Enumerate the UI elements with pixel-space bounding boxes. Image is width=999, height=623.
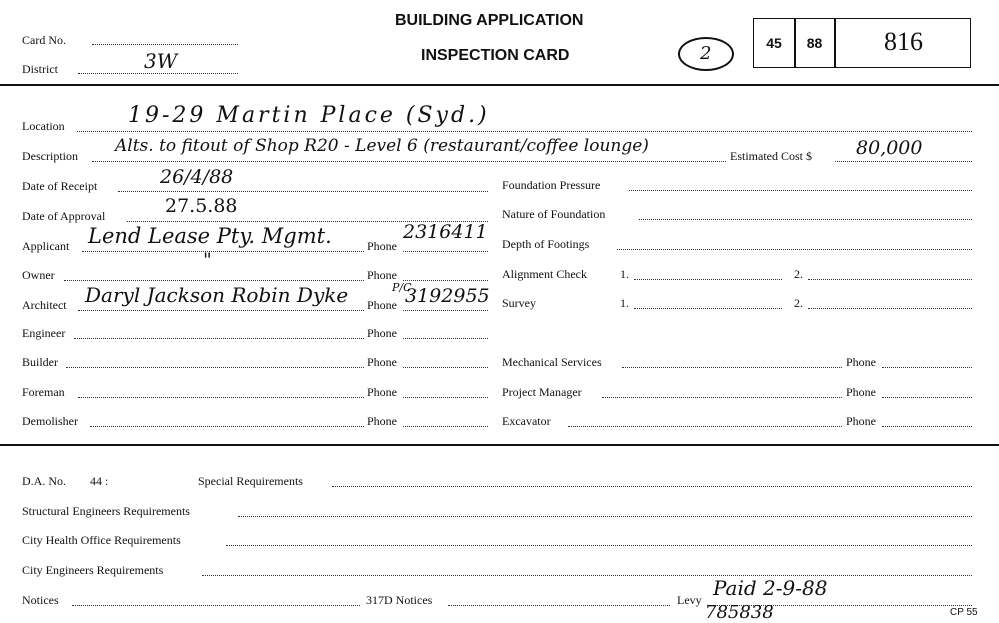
location-value: 19-29 Martin Place (Syd.)	[128, 103, 490, 128]
owner-phone-label: Phone	[367, 268, 397, 282]
engineer-line	[74, 338, 364, 339]
district-line	[78, 73, 238, 74]
architect-phone-value: 3192955	[405, 285, 490, 307]
health-requirements-line	[226, 545, 972, 546]
alignment-line-1	[634, 279, 782, 280]
header-rule	[0, 84, 999, 86]
builder-phone-line	[403, 367, 488, 368]
architect-value: Daryl Jackson Robin Dyke	[85, 283, 349, 307]
structural-requirements-label: Structural Engineers Requirements	[22, 504, 190, 518]
nature-foundation-label: Nature of Foundation	[502, 207, 606, 221]
notices-label: Notices	[22, 593, 59, 607]
card-no-label: Card No.	[22, 33, 66, 47]
demolisher-label: Demolisher	[22, 414, 78, 428]
survey-line-2	[808, 308, 972, 309]
owner-line	[64, 280, 364, 281]
district-label: District	[22, 62, 58, 76]
city-engineers-line	[202, 575, 972, 576]
survey-line-1	[634, 308, 782, 309]
mechanical-line	[622, 367, 842, 368]
survey-num-2: 2.	[794, 296, 803, 310]
estimated-cost-value: 80,000	[856, 137, 923, 159]
notices-line	[72, 605, 360, 606]
description-line	[92, 161, 726, 162]
structural-requirements-line	[238, 516, 972, 517]
builder-phone-label: Phone	[367, 355, 397, 369]
owner-label: Owner	[22, 268, 55, 282]
depth-footings-label: Depth of Footings	[502, 237, 590, 251]
description-value: Alts. to fitout of Shop R20 - Level 6 (restaurant/coffee lounge)	[115, 136, 649, 156]
notices-317d-label: 317D Notices	[366, 593, 433, 607]
levy-label: Levy	[677, 593, 702, 607]
levy-receipt: 785838	[705, 602, 774, 623]
circled-mark-value: 2	[700, 43, 712, 64]
estimated-cost-label: Estimated Cost $	[730, 149, 812, 163]
estimated-cost-line	[835, 161, 972, 162]
foundation-pressure-label: Foundation Pressure	[502, 178, 601, 192]
foreman-phone-label: Phone	[367, 385, 397, 399]
levy-value: Paid 2-9-88	[713, 576, 828, 600]
project-manager-phone-line	[882, 397, 972, 398]
foundation-pressure-line	[629, 190, 972, 191]
location-label: Location	[22, 119, 65, 133]
project-manager-label: Project Manager	[502, 385, 582, 399]
builder-label: Builder	[22, 355, 58, 369]
owner-phone-line	[403, 280, 488, 281]
mechanical-phone-line	[882, 367, 972, 368]
applicant-label: Applicant	[22, 239, 70, 253]
project-manager-phone-label: Phone	[846, 385, 876, 399]
card-number: 816	[884, 27, 923, 56]
district-value: 3W	[144, 49, 178, 73]
owner-value: "	[203, 249, 212, 271]
demolisher-phone-label: Phone	[367, 414, 397, 428]
date-approval-label: Date of Approval	[22, 209, 106, 223]
applicant-value: Lend Lease Pty. Mgmt.	[88, 224, 332, 248]
foreman-label: Foreman	[22, 385, 65, 399]
circled-mark	[678, 37, 734, 71]
foreman-phone-line	[403, 397, 488, 398]
applicant-phone-value: 2316411	[403, 221, 488, 243]
location-line	[77, 131, 972, 132]
excavator-line	[568, 426, 842, 427]
section-rule	[0, 444, 999, 446]
applicant-phone-line	[403, 251, 488, 252]
nature-foundation-line	[639, 219, 972, 220]
architect-phone-prefix: P/C	[392, 281, 412, 294]
architect-phone-label: Phone	[367, 298, 397, 312]
notices-317d-line	[448, 605, 670, 606]
special-requirements-line	[332, 486, 972, 487]
survey-label: Survey	[502, 296, 536, 310]
da-no-value: 44 :	[90, 474, 109, 488]
applicant-phone-label: Phone	[367, 239, 397, 253]
architect-phone-line	[403, 310, 488, 311]
mechanical-phone-label: Phone	[846, 355, 876, 369]
form-title-line1: BUILDING APPLICATION	[395, 12, 584, 29]
form-code: CP 55	[950, 607, 978, 618]
project-manager-line	[602, 397, 842, 398]
excavator-phone-label: Phone	[846, 414, 876, 428]
architect-label: Architect	[22, 298, 67, 312]
depth-footings-line	[617, 249, 972, 250]
city-engineers-label: City Engineers Requirements	[22, 563, 164, 577]
excavator-label: Excavator	[502, 414, 551, 428]
date-approval-value: 27.5.88	[165, 195, 238, 217]
card-box-left: 45	[766, 35, 782, 51]
alignment-num-2: 2.	[794, 267, 803, 281]
applicant-line	[82, 251, 364, 252]
description-label: Description	[22, 149, 78, 163]
da-no-label: D.A. No.	[22, 474, 66, 488]
survey-num-1: 1.	[620, 296, 629, 310]
engineer-label: Engineer	[22, 326, 66, 340]
engineer-phone-line	[403, 338, 488, 339]
alignment-num-1: 1.	[620, 267, 629, 281]
demolisher-phone-line	[403, 426, 488, 427]
demolisher-line	[90, 426, 364, 427]
mechanical-label: Mechanical Services	[502, 355, 602, 369]
health-requirements-label: City Health Office Requirements	[22, 533, 181, 547]
date-receipt-line	[118, 191, 488, 192]
form-title-line2: INSPECTION CARD	[421, 47, 570, 64]
date-receipt-value: 26/4/88	[160, 166, 234, 188]
engineer-phone-label: Phone	[367, 326, 397, 340]
special-requirements-label: Special Requirements	[198, 474, 303, 488]
card-no-line	[92, 44, 238, 45]
alignment-line-2	[808, 279, 972, 280]
card-box-mid: 88	[806, 35, 823, 51]
date-receipt-label: Date of Receipt	[22, 179, 98, 193]
alignment-check-label: Alignment Check	[502, 267, 587, 281]
excavator-phone-line	[882, 426, 972, 427]
builder-line	[66, 367, 364, 368]
architect-line	[78, 310, 364, 311]
foreman-line	[78, 397, 364, 398]
